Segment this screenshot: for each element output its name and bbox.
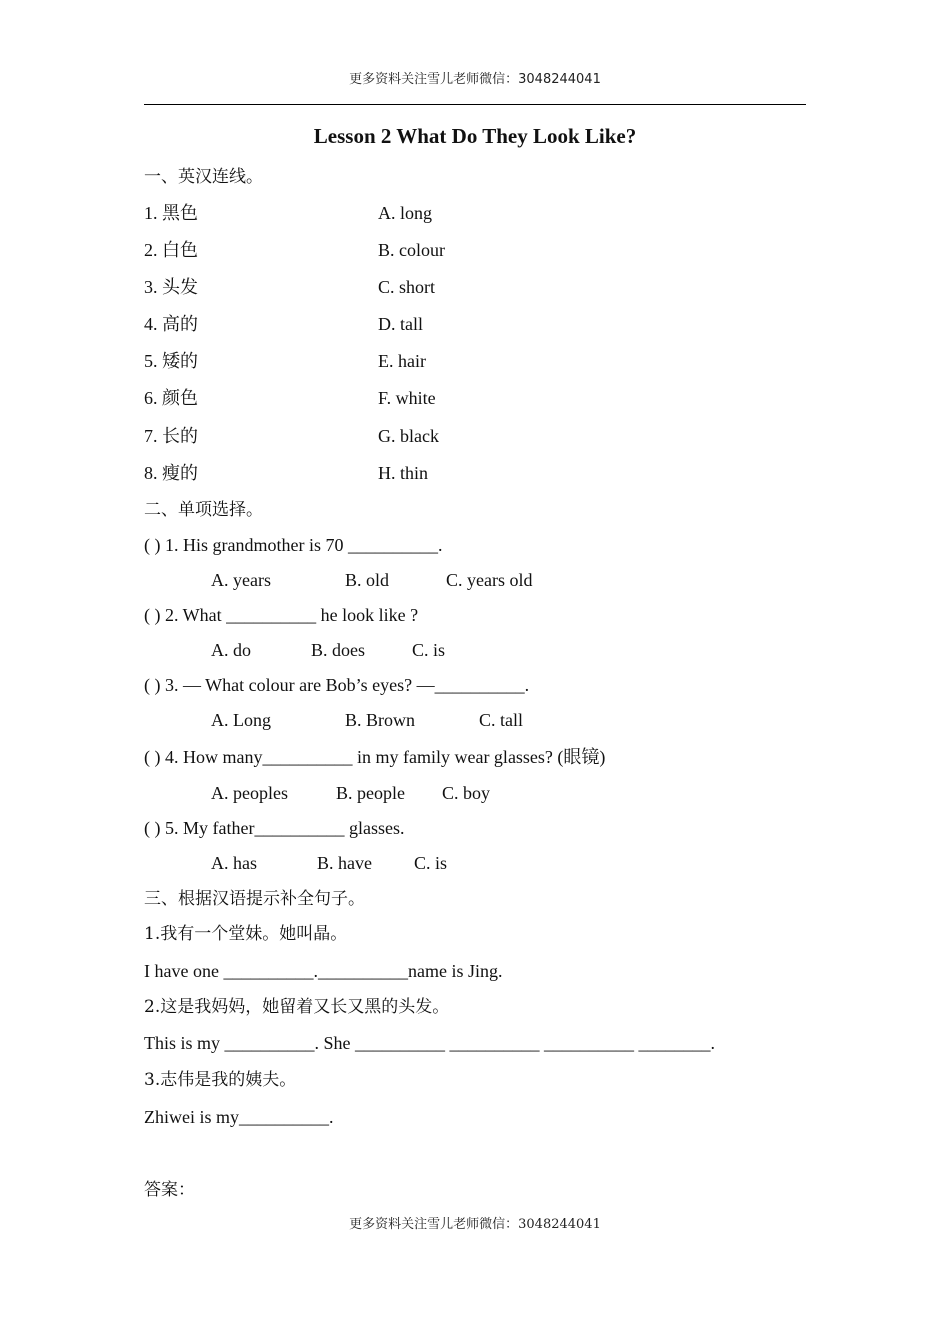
question-stem: ( ) 5. My father__________ glasses. [144,818,405,838]
match-right-item: E. hair [378,351,426,371]
match-left-item: 2. 白色 [144,240,198,260]
option-c: C. is [414,853,448,873]
match-left-item: 6. 颜色 [144,388,198,408]
option-b: B. old [345,570,390,590]
question-stem: ( ) 3. — What colour are Bob’s eyes? —__________. [144,675,530,695]
match-right-item: G. black [378,426,439,446]
page-title: Lesson 2 What Do They Look Like? [313,124,637,148]
match-right-item: D. tall [378,314,423,334]
option-b: B. people [336,783,405,803]
section-heading-choice: 二、单项选择。 [144,500,263,520]
option-a: A. do [211,640,251,660]
option-b: B. Brown [345,710,416,730]
header-divider [144,104,806,105]
match-right-item: C. short [378,277,436,297]
match-left-item: 3. 头发 [144,277,198,297]
option-c: C. tall [479,710,523,730]
match-left-item: 5. 矮的 [144,351,198,371]
match-left-item: 8. 瘦的 [144,463,198,483]
match-left-item: 7. 长的 [144,426,198,446]
option-a: A. peoples [211,783,288,803]
section-heading-completion: 三、根据汉语提示补全句子。 [144,889,365,909]
completion-sentence-en: I have one __________.__________name is Jing. [144,961,503,981]
match-left-item: 1. 黑色 [144,203,198,223]
option-c: C. years old [446,570,533,590]
match-right-item: A. long [378,203,432,223]
completion-sentence-en: This is my __________. She __________ __________ __________ ________. [144,1033,716,1053]
option-b: B. does [311,640,365,660]
option-a: A. Long [211,710,271,730]
answer-label: 答案： [144,1180,195,1200]
question-stem: ( ) 2. What __________ he look like ? [144,605,419,625]
option-c: C. boy [442,783,491,803]
option-a: A. years [211,570,271,590]
footer-note: 更多资料关注雪儿老师微信：3048244041 [349,1217,601,1232]
question-stem: ( ) 4. How many__________ in my family wear glasses? (眼镜) [144,747,606,767]
question-stem: ( ) 1. His grandmother is 70 __________. [144,535,443,555]
match-right-item: H. thin [378,463,429,483]
header-note: 更多资料关注雪儿老师微信：3048244041 [349,72,601,87]
option-a: A. has [211,853,257,873]
completion-prompt-cn: 2.这是我妈妈，她留着又长又黑的头发。 [144,997,450,1017]
completion-sentence-en: Zhiwei is my__________. [144,1107,334,1127]
section-heading-matching: 一、英汉连线。 [144,167,263,187]
match-right-item: B. colour [378,240,445,260]
match-left-item: 4. 高的 [144,314,198,334]
completion-prompt-cn: 1.我有一个堂妹。她叫晶。 [144,924,348,944]
option-b: B. have [317,853,372,873]
match-right-item: F. white [378,388,436,408]
completion-prompt-cn: 3.志伟是我的姨夫。 [144,1070,297,1090]
option-c: C. is [412,640,446,660]
